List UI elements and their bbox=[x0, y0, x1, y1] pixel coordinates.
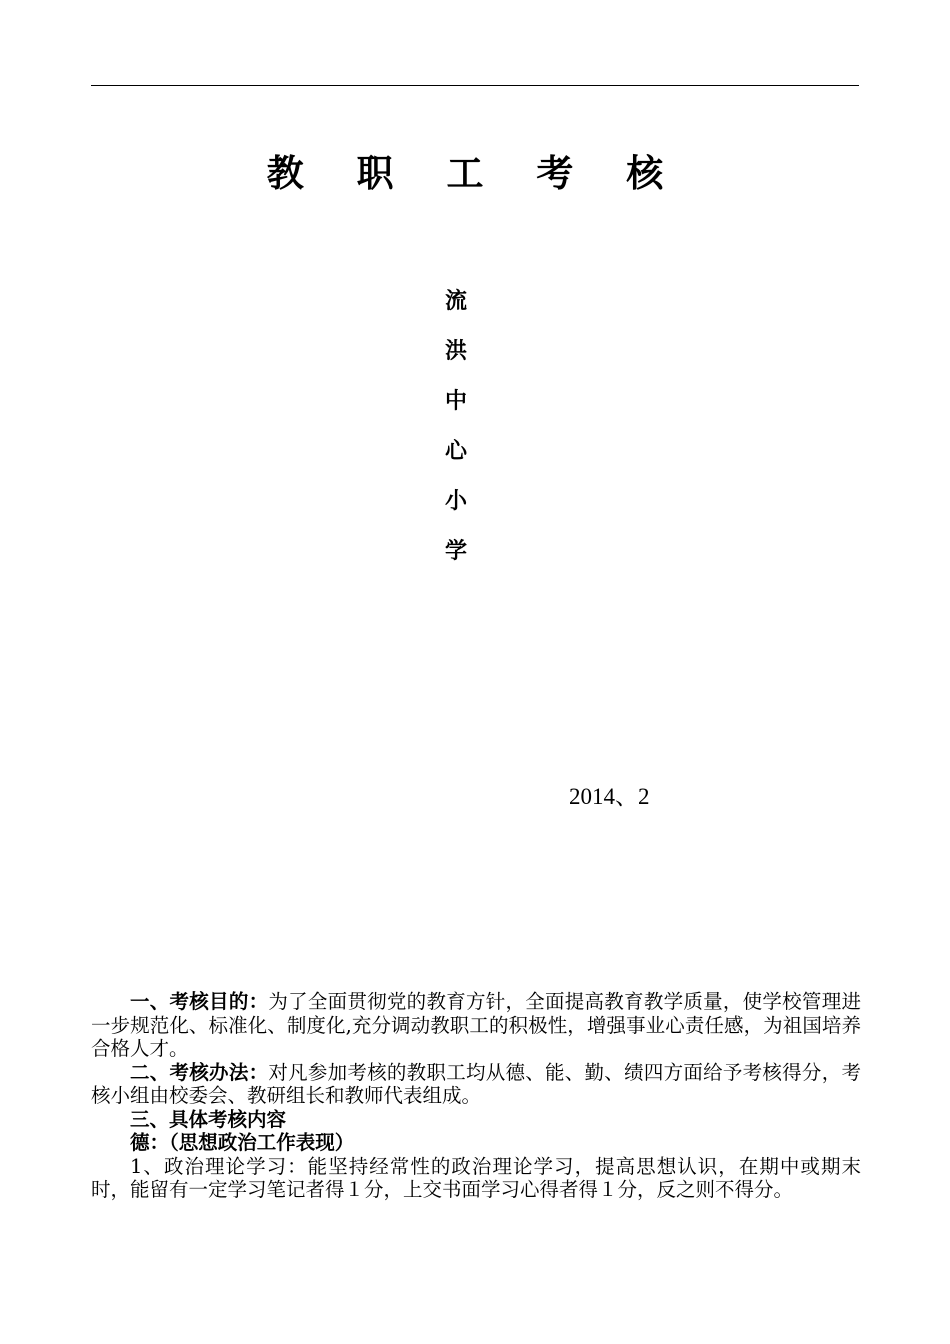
school-name-char: 洪 bbox=[444, 339, 467, 364]
school-name-char: 心 bbox=[444, 439, 467, 464]
item-1-paragraph: 1、政治理论学习：能坚持经常性的政治理论学习，提高思想认识，在期中或期末时，能留有一定学习笔记者得１分，上交书面学习心得者得１分，反之则不得分。 bbox=[91, 1154, 861, 1201]
purpose-paragraph: 一、考核目的：为了全面贯彻党的教育方针，全面提高教育教学质量，使学校管理进一步规范化、标准化、制度化,充分调动教职工的积极性，增强事业心责任感，为祖国培养合格人才。 bbox=[91, 990, 861, 1060]
method-paragraph: 二、考核办法：对凡参加考核的教职工均从德、能、勤、绩四方面给予考核得分，考核小组由校委会、教研组长和教师代表组成。 bbox=[91, 1060, 861, 1107]
school-name bbox=[436, 277, 476, 577]
header-rule bbox=[91, 85, 859, 86]
school-name-char: 学 bbox=[444, 539, 467, 564]
document-body bbox=[91, 990, 861, 1202]
document-date: 2014、2 bbox=[569, 784, 650, 809]
document-title: 教 职 工 考 核 bbox=[266, 152, 684, 195]
content-heading: 三、具体考核内容 bbox=[130, 1107, 287, 1131]
purpose-text: 为了全面贯彻党的教育方针，全面提高教育教学质量，使学校管理进一步规范化、标准化、制度化,充分调动教职工的积极性，增强事业心责任感，为祖国培养合格人才。 bbox=[91, 990, 861, 1060]
school-name-char: 小 bbox=[444, 489, 467, 514]
school-name-char: 中 bbox=[444, 389, 467, 414]
purpose-heading: 一、考核目的 bbox=[130, 990, 249, 1013]
school-name-char: 流 bbox=[444, 289, 467, 314]
method-text: 对凡参加考核的教职工均从德、能、勤、绩四方面给予考核得分，考核小组由校委会、教研组长和教师代表组成。 bbox=[91, 1060, 861, 1107]
virtue-heading: 德：（思想政治工作表现） bbox=[130, 1131, 355, 1154]
method-heading: 二、考核办法 bbox=[130, 1060, 249, 1084]
